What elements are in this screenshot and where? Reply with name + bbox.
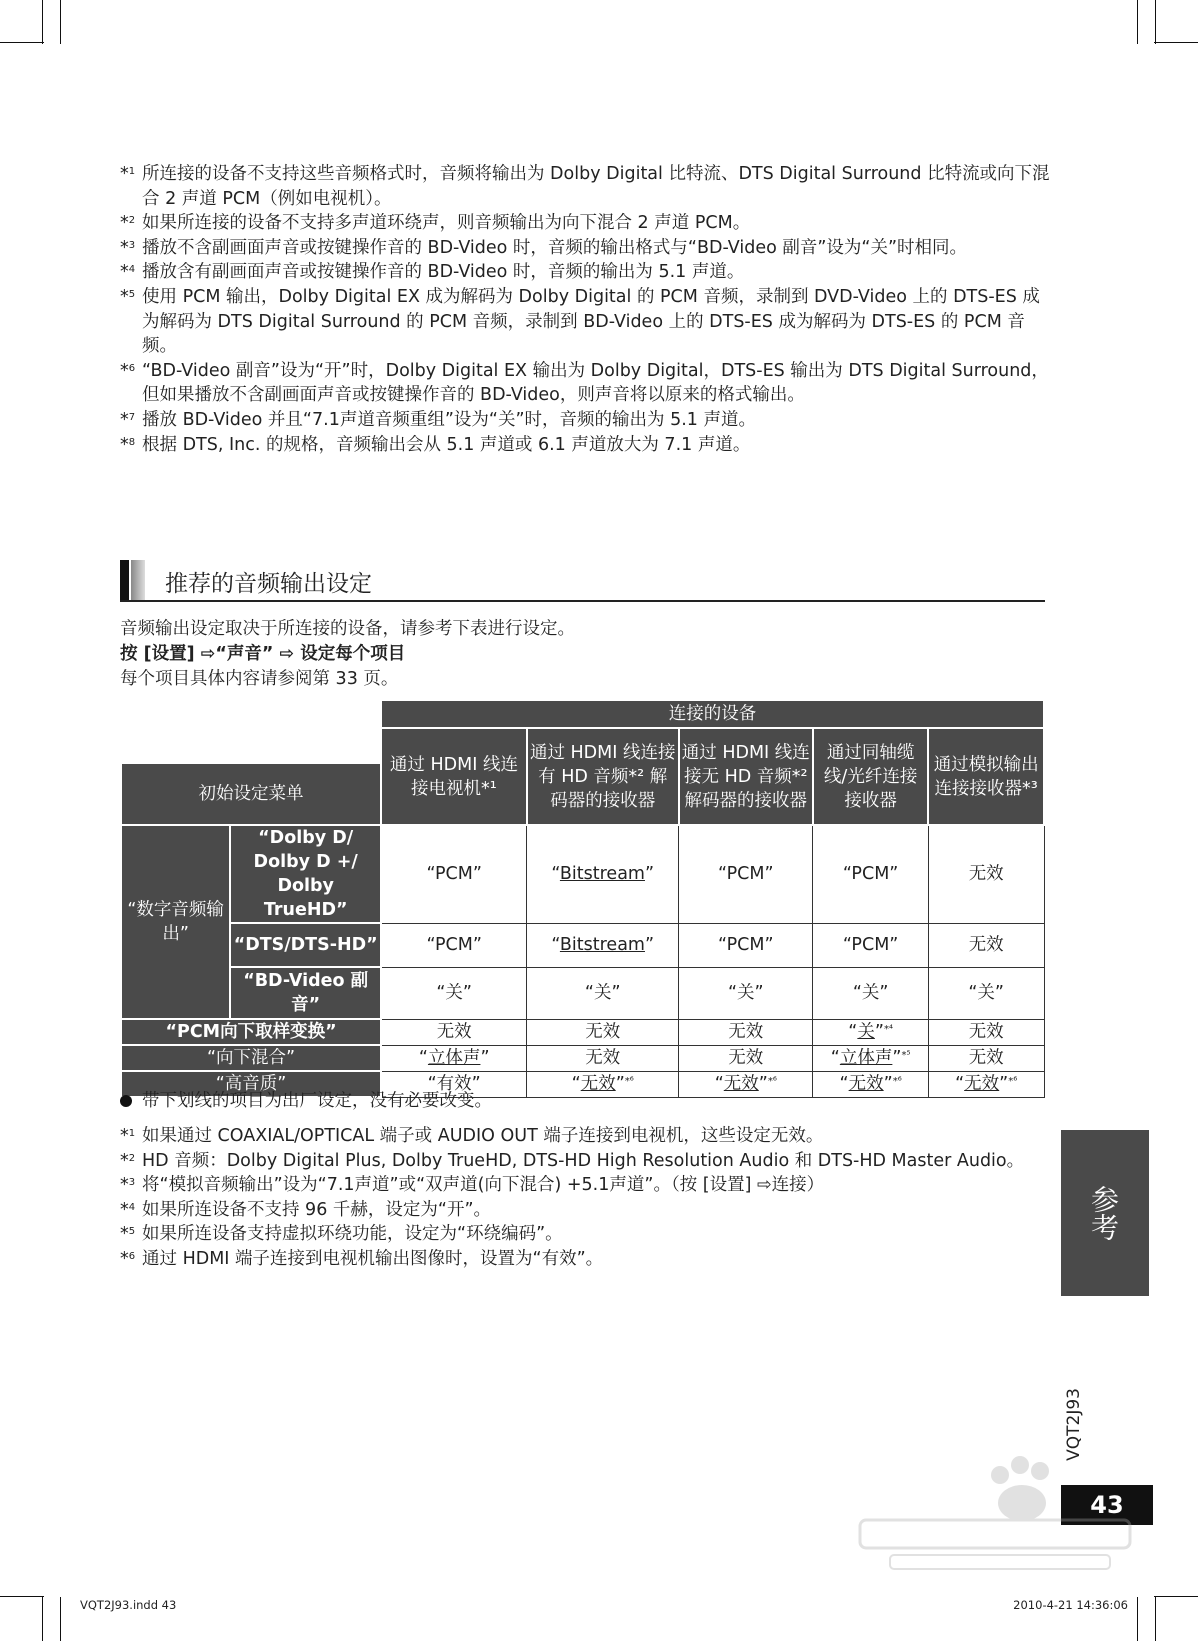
table-cell: “无效”$^{*^6}$ [813,1071,928,1097]
table-cell: “关” [381,967,527,1019]
table-cell: 无效 [928,1045,1044,1071]
footer-timestamp: 2010-4-21 14:36:06 [1013,1598,1128,1612]
table-cell: “关” [527,967,679,1019]
section-heading [120,558,1045,602]
intro-instruction: 按 [设置] ⇨“声音” ⇨ 设定每个项目 [120,644,406,664]
row-label: “DTS/DTS-HD” [230,923,381,967]
footnote: *$^7$ 播放 BD-Video 并且“7.1声道音频重组”设为“关”时，音频的输出为 5.1 声道。 [120,409,756,430]
row-label: “BD-Video 副音” [230,967,381,1019]
page-number: 43 [1061,1485,1153,1525]
crop-mark [1137,1597,1138,1641]
footnote: *$^1$ 所连接的设备不支持这些音频格式时，音频将输出为 Dolby Digital 比特流、DTS Digital Surround 比特流或向下混合 2 声道 PCM（例如电视机）。 [120,164,1050,209]
column-header: 通过同轴缆线/光纤连接接收器 [813,728,928,825]
table-cell: “PCM” [679,825,813,923]
top-footnotes [120,162,1050,457]
footnote: *$^2$ 如果所连接的设备不支持多声道环绕声，则音频输出为向下混合 2 声道 PCM。 [120,213,751,234]
table-cell: “立体声” [381,1045,527,1071]
table-cell: “无效”$^{*^6}$ [928,1071,1044,1097]
table-cell: “无效”$^{*^6}$ [679,1071,813,1097]
intro-line: 每个项目具体内容请参阅第 33 页。 [120,669,399,689]
crop-mark [42,0,43,44]
table-row [121,967,1044,1019]
crop-mark [1154,42,1198,43]
heading-bar [120,560,129,600]
section-title: 推荐的音频输出设定 [165,571,372,597]
footnote: *$^5$ 如果所连设备支持虚拟环绕功能，设定为“环绕编码”。 [120,1224,563,1245]
footnote: *$^5$ 使用 PCM 输出，Dolby Digital EX 成为解码为 Dolby Digital 的 PCM 音频，录制到 DVD-Video 上的 DTS-ES 成为解码为 DTS Digital Surround 的 PCM 音频，录制到 BD-Video 上的 DTS-ES 成为解码为 DTS-ES 的 PCM 音频。 [120,286,1040,357]
intro-text [120,617,575,692]
crop-mark [1154,1596,1198,1597]
table-cell: 无效 [381,1019,527,1045]
group-header: 连接的设备 [381,700,1044,728]
table-cell: “PCM” [813,923,928,967]
watermark-logo [850,1445,1150,1575]
table-cell: 无效 [679,1019,813,1045]
footnote: *$^3$ 将“模拟音频输出”设为“7.1声道”或“双声道(向下混合) +5.1声道”。（按 [设置] ⇨连接） [120,1175,825,1196]
table-cell: 无效 [928,1019,1044,1045]
side-tab-reference: 参考 [1061,1130,1149,1296]
table-cell: “PCM” [381,923,527,967]
arrow-icon: ⇨ [279,644,295,664]
table-row [121,1045,1044,1071]
table-cell: 无效 [527,1045,679,1071]
table-row [121,700,1044,728]
crop-mark [60,1597,61,1641]
table-cell: “PCM” [381,825,527,923]
footnote: *$^8$ 根据 DTS, Inc. 的规格，音频输出会从 5.1 声道或 6.1 声道放大为 7.1 声道。 [120,434,751,455]
bullet-icon [120,1095,132,1107]
footer-filename: VQT2J93.indd 43 [80,1598,177,1612]
table-cell: “关” [679,967,813,1019]
column-header: 通过模拟输出连接接收器*³ [928,728,1044,825]
table-cell: “立体声”$^{*^5}$ [813,1045,928,1071]
table-cell: “关” [928,967,1044,1019]
footnote: *$^4$ 播放含有副画面声音或按键操作音的 BD-Video 时，音频的输出为 5.1 声道。 [120,262,745,283]
table-cell: “有效” [381,1071,527,1097]
crop-mark [1137,0,1138,44]
arrow-icon: ⇨ [200,644,216,664]
table-cell: 无效 [928,825,1044,923]
table-cell: “无效”$^{*^6}$ [527,1071,679,1097]
table-cell: 无效 [527,1019,679,1045]
row-header: 初始设定菜单 [121,763,381,825]
footnote: *$^1$ 如果通过 COAXIAL/OPTICAL 端子或 AUDIO OUT 端子连接到电视机，这些设定无效。 [120,1126,824,1146]
settings-table [120,699,1045,1098]
crop-mark [1155,0,1156,44]
footnote: *$^3$ 播放不含副画面声音或按键操作音的 BD-Video 时，音频的输出格式与“BD-Video 副音”设为“关”时相同。 [120,237,968,258]
table-cell: “关”$^{*^4}$ [813,1019,928,1045]
crop-mark [0,42,44,43]
table-cell: “PCM” [679,923,813,967]
column-header: 通过 HDMI 线连接无 HD 音频*² 解码器的接收器 [679,728,813,825]
crop-mark [1155,1597,1156,1641]
crop-mark [60,0,61,44]
row-label: “PCM向下取样变换” [121,1019,381,1045]
intro-line: 音频输出设定取决于所连接的设备，请参考下表进行设定。 [120,619,575,639]
table-row [121,825,1044,923]
table-row [121,923,1044,967]
column-header: 通过 HDMI 线连接电视机*¹ [381,728,527,825]
table-cell: 无效 [679,1045,813,1071]
crop-mark [0,1596,44,1597]
column-header: 通过 HDMI 线连接有 HD 音频*² 解码器的接收器 [527,728,679,825]
group-label: “数字音频输出” [121,825,230,1019]
bottom-footnotes [120,1124,1050,1272]
table-cell: 无效 [928,923,1044,967]
model-code: VQT2J93 [1064,1388,1084,1461]
table-cell: “关” [813,967,928,1019]
table-cell: “Bitstream” [527,825,679,923]
row-label: “Dolby D/ Dolby D +/ Dolby TrueHD” [230,825,381,923]
footnote: *$^6$ “BD-Video 副音”设为“开”时，Dolby Digital EX 输出为 Dolby Digital，DTS-ES 输出为 DTS Digital Surround，但如果播放不含副画面声音或按键操作音的 BD-Video，则声音将以原来的格式输出。 [120,360,1049,406]
underline-note: 带下划线的项目为出厂设定，没有必要改变。 [120,1087,492,1112]
heading-bar [131,560,145,600]
footnote: *$^2$ HD 音频：Dolby Digital Plus, Dolby TrueHD, DTS-HD High Resolution Audio 和 DTS-HD Master Audio。 [120,1150,1025,1171]
footnote: *$^6$ 通过 HDMI 端子连接到电视机输出图像时，设置为“有效”。 [120,1248,604,1269]
table-cell: “PCM” [813,825,928,923]
footnote: *$^4$ 如果所连设备不支持 96 千赫，设定为“开”。 [120,1199,492,1220]
row-label: “向下混合” [121,1045,381,1071]
table-row [121,1019,1044,1045]
table-row [121,728,1044,763]
row-label: “高音质” [121,1071,381,1097]
table-cell: “Bitstream” [527,923,679,967]
crop-mark [42,1597,43,1641]
